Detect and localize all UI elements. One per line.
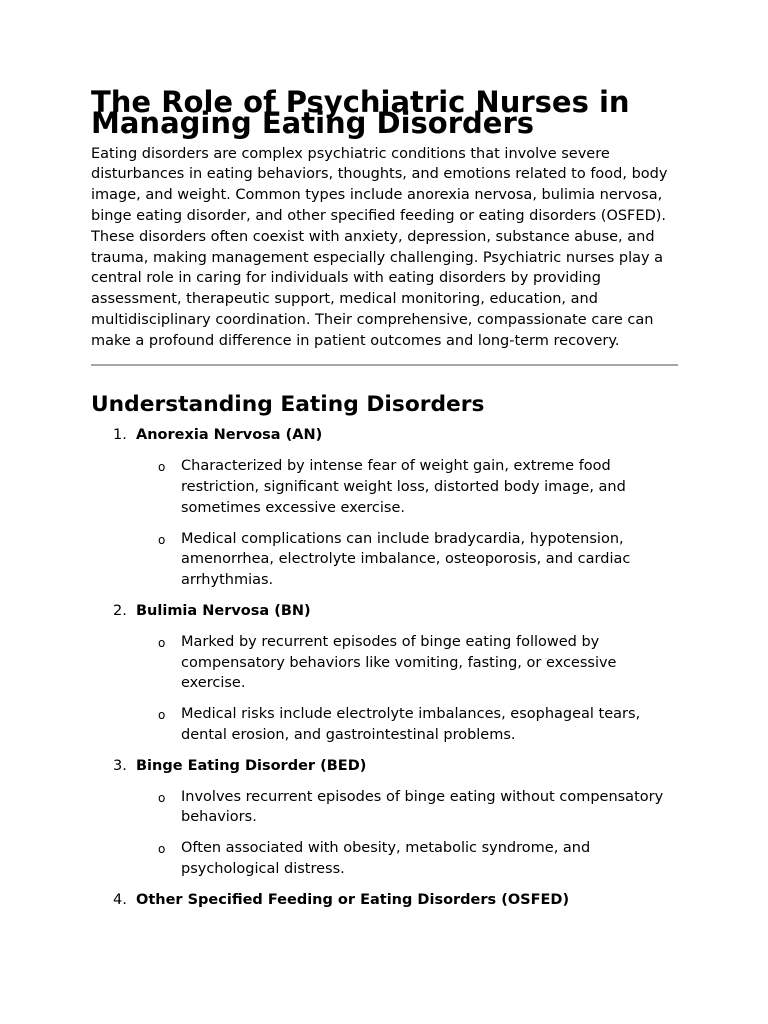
intro-paragraph: Eating disorders are complex psychiatric conditions that involve severe disturbances in eating behaviors, thoughts, and emotions related to food, body image, and weight. Common types include anorexia nervosa, bulimia nervosa, binge eating disorder, and other specified feeding or eating disorders (OSFED). These disorders often coexist with anxiety, depression, substance abuse, and trauma, making management especially challenging. Psychiatric nurses play a central role in caring for individuals with eating disorders by providing assessment, therapeutic support, medical monitoring, education, and multidisciplinary coordination. Their comprehensive, compassionate care can make a profound difference in patient outcomes and long-term recovery. (91, 145, 668, 349)
bullet-list (91, 787, 681, 880)
disorder-title: Binge Eating Disorder (BED) (136, 757, 367, 774)
circle-bullet-icon: o (158, 790, 166, 805)
section-heading: Understanding Eating Disorders (91, 391, 485, 417)
list-number: 3. (113, 757, 127, 774)
list-number: 2. (113, 602, 127, 619)
disorder-heading (91, 756, 681, 777)
bullet-item (91, 632, 681, 694)
circle-bullet-icon: o (158, 532, 166, 547)
bullet-item (91, 838, 681, 880)
bullet-text: Often associated with obesity, metabolic syndrome, and psychological distress. (181, 840, 591, 877)
disorder-list (91, 425, 681, 910)
section-divider (91, 364, 678, 366)
document-page (91, 85, 681, 911)
disorder-heading (91, 425, 681, 446)
disorder-title: Bulimia Nervosa (BN) (136, 602, 311, 619)
disorder-heading (91, 890, 681, 911)
bullet-item (91, 787, 681, 829)
bullet-item (91, 529, 681, 591)
list-number: 1. (113, 427, 127, 444)
bullet-text: Characterized by intense fear of weight gain, extreme food restriction, significant weight loss, distorted body image, and sometimes excessive exercise. (181, 458, 626, 516)
disorder-item (91, 425, 681, 591)
disorder-title: Anorexia Nervosa (AN) (136, 427, 323, 444)
document-title: The Role of Psychiatric Nurses in Managing Eating Disorders (91, 85, 630, 140)
bullet-item (91, 456, 681, 518)
bullet-text: Medical risks include electrolyte imbalances, esophageal tears, dental erosion, and gastrointestinal problems. (181, 706, 641, 743)
circle-bullet-icon: o (158, 842, 166, 857)
disorder-item (91, 890, 681, 911)
bullet-item (91, 704, 681, 746)
disorder-title: Other Specified Feeding or Eating Disorders (OSFED) (136, 891, 570, 908)
bullet-list (91, 456, 681, 591)
bullet-text: Marked by recurrent episodes of binge eating followed by compensatory behaviors like vomiting, fasting, or excessive exercise. (181, 633, 617, 692)
disorder-item (91, 601, 681, 746)
disorder-heading (91, 601, 681, 622)
bullet-list (91, 632, 681, 746)
bullet-text: Involves recurrent episodes of binge eating without compensatory behaviors. (181, 788, 664, 826)
circle-bullet-icon: o (158, 460, 166, 475)
disorder-item (91, 756, 681, 880)
circle-bullet-icon: o (158, 635, 166, 650)
list-number: 4. (113, 891, 127, 908)
bullet-text: Medical complications can include bradycardia, hypotension, amenorrhea, electrolyte imbalance, osteoporosis, and cardiac arrhythmias. (181, 530, 631, 589)
circle-bullet-icon: o (158, 708, 166, 723)
